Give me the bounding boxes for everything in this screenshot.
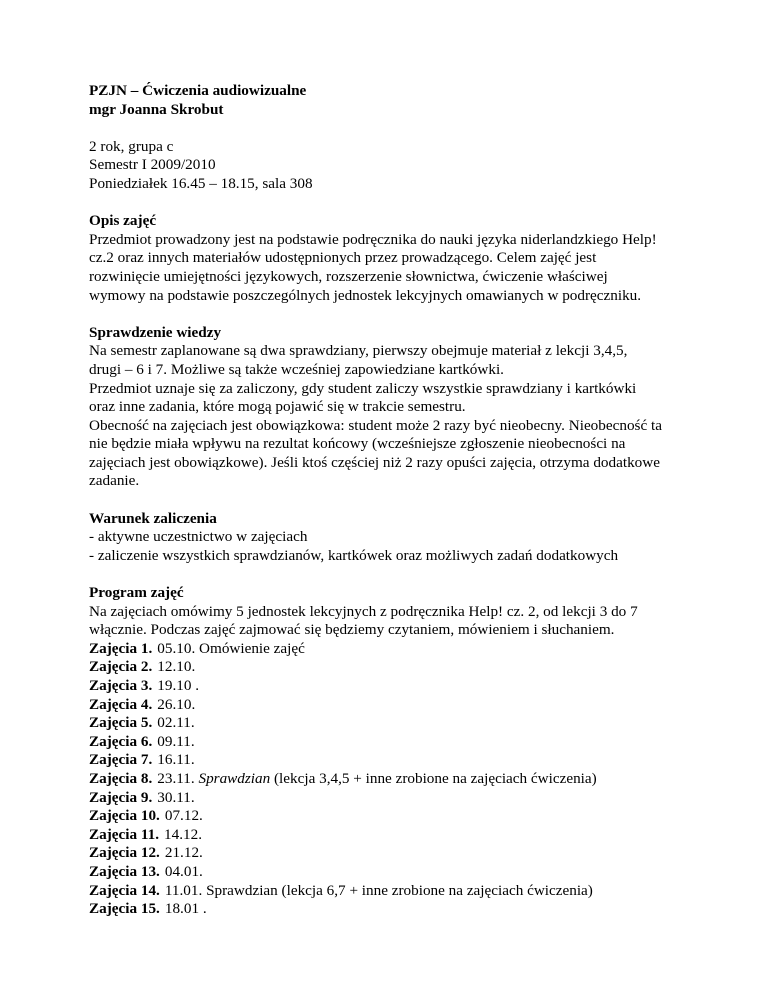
session-label: Zajęcia 14.	[89, 881, 160, 899]
session-note: Omówienie zajęć	[199, 639, 305, 657]
teacher-name: mgr Joanna Skrobut	[89, 100, 224, 118]
session-date: 19.10 .	[157, 677, 200, 694]
warunek-heading: Warunek zaliczenia	[89, 509, 217, 527]
session-note-italic: Sprawdzian	[198, 769, 271, 787]
sprawdzenie-heading: Sprawdzenie wiedzy	[89, 323, 222, 341]
schedule-row	[89, 807, 729, 826]
opis-heading: Opis zajęć	[89, 212, 157, 230]
session-date: 05.10.	[157, 639, 196, 657]
sprawdzenie-line: zadanie.	[89, 472, 140, 490]
spacer	[89, 305, 729, 324]
session-label: Zajęcia 10.	[89, 807, 160, 825]
session-date: 18.01 .	[164, 900, 207, 918]
semester: Semestr I 2009/2010	[89, 156, 216, 174]
sprawdzenie-line: Przedmiot uznaje się za zaliczony, gdy student zaliczy wszystkie sprawdziany i kartkówki	[89, 379, 637, 397]
schedule-row	[89, 844, 729, 863]
sprawdzenie-body	[89, 342, 729, 491]
session-date: 07.12.	[164, 807, 203, 825]
session-date: 02.11.	[157, 714, 195, 732]
program-heading: Program zajęć	[89, 584, 184, 602]
spacer	[89, 565, 729, 584]
opis-line: rozwinięcie umiejętności językowych, rozszerzenie słownictwa, ćwiczenie właściwej	[89, 267, 608, 285]
session-date: 11.01.	[164, 881, 203, 899]
warunek-list	[89, 528, 729, 565]
session-date: 12.10.	[157, 658, 196, 676]
spacer	[89, 194, 729, 213]
session-date: 26.10.	[157, 695, 196, 713]
opis-body	[89, 231, 729, 305]
program-line: włącznie. Podczas zajęć zajmować się będziemy czytaniem, mówieniem i słuchaniem.	[89, 621, 615, 639]
schedule-row	[89, 714, 729, 733]
schedule-row	[89, 900, 729, 919]
schedule-list	[89, 640, 729, 919]
session-date: 30.11.	[157, 788, 195, 806]
session-label: Zajęcia 9.	[89, 788, 153, 806]
session-label: Zajęcia 5.	[89, 714, 153, 732]
opis-line: Przedmiot prowadzony jest na podstawie podręcznika do nauki języka niderlandzkiego Help!	[89, 230, 657, 248]
session-label: Zajęcia 8.	[89, 769, 153, 787]
session-label: Zajęcia 4.	[89, 695, 153, 713]
session-label: Zajęcia 12.	[89, 844, 160, 862]
schedule-row	[89, 751, 729, 770]
schedule-row	[89, 882, 729, 901]
schedule-row	[89, 696, 729, 715]
opis-line: wymowy na podstawie poszczególnych jednostek lekcyjnych omawianych w podręczniku.	[89, 286, 642, 304]
schedule-row	[89, 863, 729, 882]
session-note: (lekcja 3,4,5 + inne zrobione na zajęciach ćwiczenia)	[274, 769, 597, 787]
session-date: 16.11.	[157, 751, 195, 769]
session-label: Zajęcia 11.	[89, 825, 160, 843]
sprawdzenie-line: Na semestr zaplanowane są dwa sprawdziany, pierwszy obejmuje materiał z lekcji 3,4,5,	[89, 342, 628, 360]
session-date: 23.11.	[157, 769, 195, 787]
session-date: 04.01.	[164, 862, 203, 880]
session-label: Zajęcia 7.	[89, 751, 153, 769]
schedule-row	[89, 770, 729, 789]
warunek-item: - zaliczenie wszystkich sprawdzianów, kartkówek oraz możliwych zadań dodatkowych	[89, 546, 619, 564]
session-label: Zajęcia 1.	[89, 639, 153, 657]
session-note: Sprawdzian (lekcja 6,7 + inne zrobione na zajęciach ćwiczenia)	[206, 881, 593, 899]
session-label: Zajęcia 15.	[89, 900, 160, 918]
spacer	[89, 491, 729, 510]
course-title: PZJN – Ćwiczenia audiowizualne	[89, 82, 307, 99]
session-label: Zajęcia 2.	[89, 658, 153, 676]
schedule-row	[89, 789, 729, 808]
sprawdzenie-line: drugi – 6 i 7. Możliwe są także wcześniej zapowiedziane kartkówki.	[89, 360, 504, 378]
time-room: Poniedziałek 16.45 – 18.15, sala 308	[89, 174, 313, 192]
sprawdzenie-line: Obecność na zajęciach jest obowiązkowa: student może 2 razy być nieobecny. Nieobecność ta	[89, 416, 662, 434]
opis-line: cz.2 oraz innych materiałów udostępnionych przez prowadzącego. Celem zajęć jest	[89, 249, 597, 267]
sprawdzenie-line: nie będzie miała wpływu na rezultat końcowy (wcześniejsze zgłoszenie nieobecności na	[89, 435, 626, 453]
warunek-item: - aktywne uczestnictwo w zajęciach	[89, 528, 308, 546]
session-label: Zajęcia 3.	[89, 677, 153, 694]
sprawdzenie-line: oraz inne zadania, które mogą pojawić się w trakcie semestru.	[89, 398, 466, 416]
schedule-row	[89, 640, 729, 659]
session-date: 14.12.	[164, 825, 202, 843]
session-label: Zajęcia 6.	[89, 732, 153, 750]
sprawdzenie-line: zajęciach jest obowiązkowe). Jeśli ktoś częściej niż 2 razy opuści zajęcia, otrzyma dodatkowe	[89, 453, 660, 471]
session-date: 09.11.	[157, 732, 195, 750]
schedule-row	[89, 826, 729, 845]
spacer	[89, 119, 729, 138]
schedule-row	[89, 677, 729, 696]
session-date: 21.12.	[164, 844, 203, 862]
document-page	[89, 82, 729, 919]
schedule-row	[89, 658, 729, 677]
schedule-row	[89, 733, 729, 752]
session-label: Zajęcia 13.	[89, 862, 160, 880]
program-line: Na zajęciach omówimy 5 jednostek lekcyjnych z podręcznika Help! cz. 2, od lekcji 3 do 7	[89, 602, 638, 620]
year-group: 2 rok, grupa c	[89, 137, 174, 155]
